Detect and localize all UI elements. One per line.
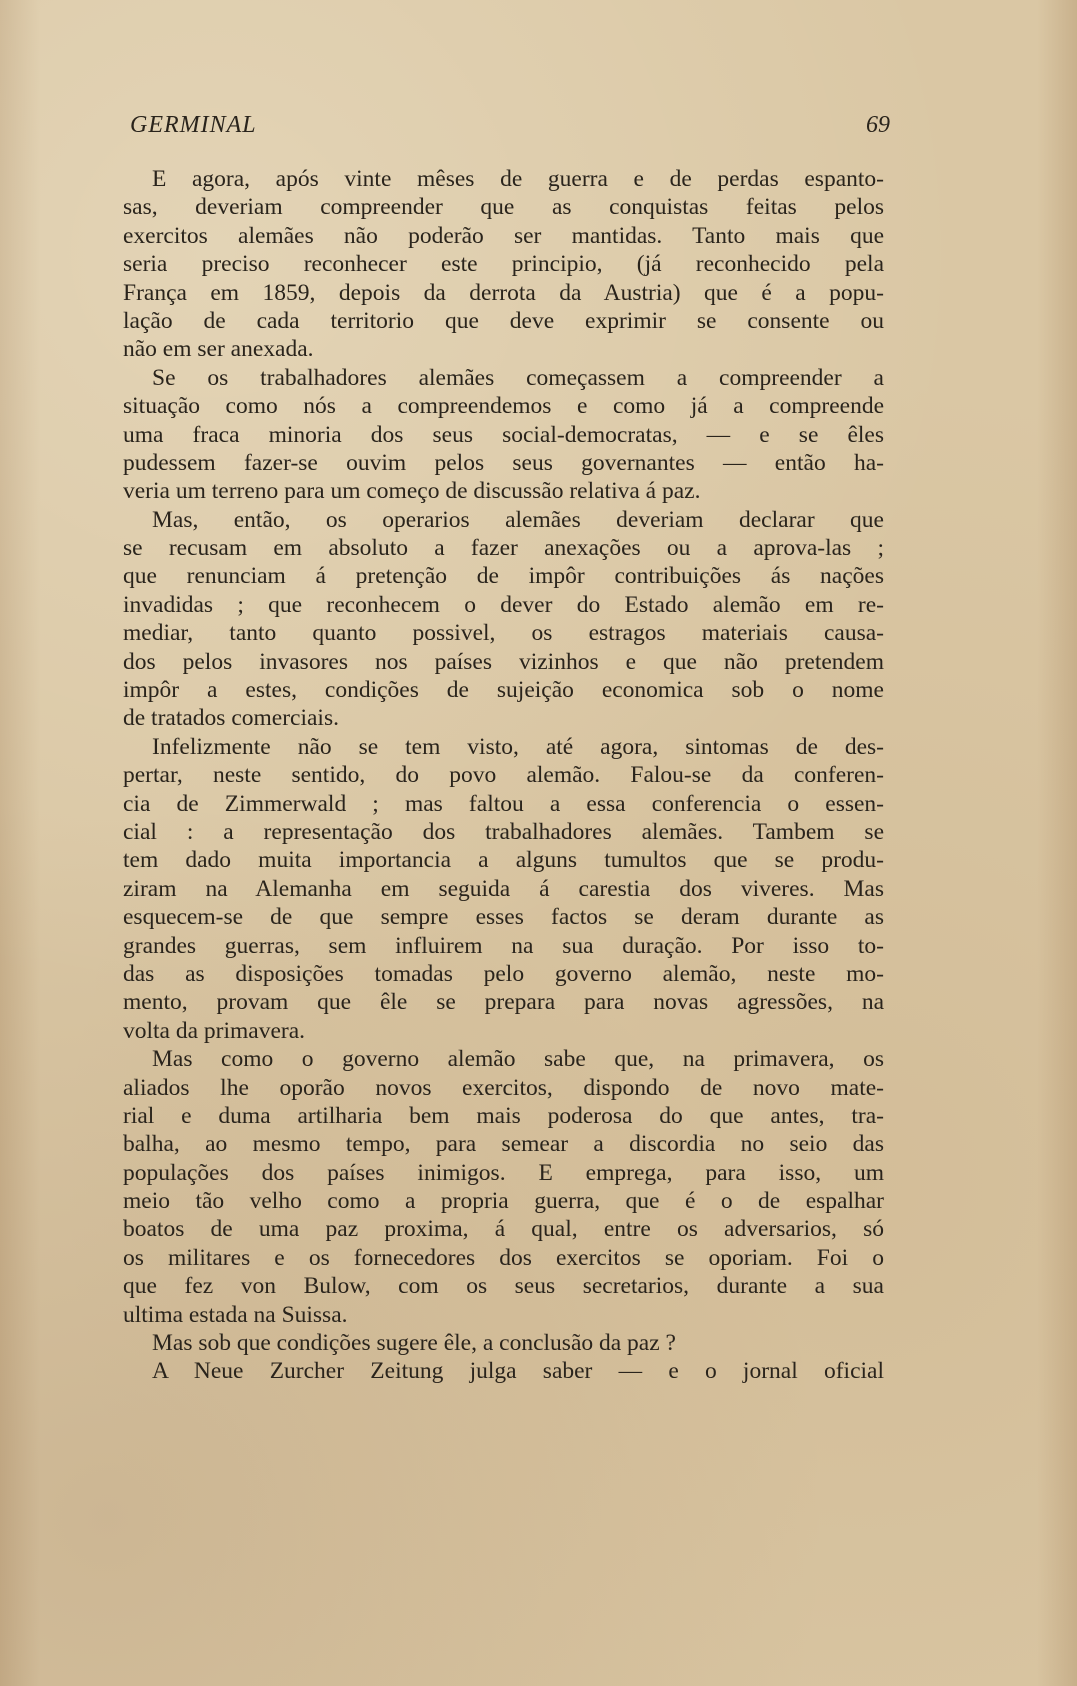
text-line: de tratados comerciais. [123, 705, 339, 732]
text-line: rial e duma artilharia bem mais poderosa do que antes, tra- [123, 1102, 884, 1129]
text-line: cia de Zimmerwald ; mas faltou a essa conferencia o essen- [123, 790, 884, 817]
text-line: Infelizmente não se tem visto, até agora, sintomas de des- [152, 733, 884, 760]
text-line: lação de cada territorio que deve exprimir se consente ou [123, 307, 884, 334]
text-line: ultima estada na Suissa. [123, 1301, 348, 1328]
text-line: Mas como o governo alemão sabe que, na primavera, os [152, 1046, 884, 1073]
text-line: situação como nós a compreendemos e como já a compreende [123, 393, 884, 420]
text-line: balha, ao mesmo tempo, para semear a discordia no seio das [123, 1131, 884, 1158]
text-line: se recusam em absoluto a fazer anexações ou a aprova-las ; [123, 535, 884, 562]
text-line: França em 1859, depois da derrota da Austria) que é a popu- [123, 279, 884, 306]
text-line: mento, provam que êle se prepara para novas agressões, na [123, 989, 884, 1016]
text-line: A Neue Zurcher Zeitung julga saber — e o jornal oficial [152, 1358, 884, 1385]
text-line: não em ser anexada. [123, 336, 314, 363]
text-line: E agora, após vinte mêses de guerra e de perdas espanto- [152, 166, 884, 192]
text-line: ziram na Alemanha em seguida á carestia dos viveres. Mas [123, 875, 884, 902]
text-line: pudessem fazer-se ouvim pelos seus governantes — então ha- [123, 449, 884, 476]
text-line: impôr a estes, condições de sujeição economica sob o nome [123, 677, 884, 704]
text-line: sas, deveriam compreender que as conquistas feitas pelos [123, 194, 884, 221]
text-line: uma fraca minoria dos seus social-democratas, — e se êles [123, 421, 884, 448]
text-line: invadidas ; que reconhecem o dever do Estado alemão em re- [123, 591, 884, 618]
text-line: seria preciso reconhecer este principio, (já reconhecido pela [123, 251, 884, 278]
text-line: das as disposições tomadas pelo governo alemão, neste mo- [123, 960, 884, 987]
text-line: meio tão velho como a propria guerra, que é o de espalhar [123, 1188, 884, 1215]
text-line: Mas sob que condições sugere êle, a conclusão da paz ? [152, 1330, 676, 1357]
text-line: populações dos países inimigos. E emprega, para isso, um [123, 1159, 884, 1186]
text-line: que fez von Bulow, com os seus secretarios, durante a sua [123, 1273, 884, 1300]
text-line: volta da primavera. [123, 1017, 306, 1044]
text-line: cial : a representação dos trabalhadores alemães. Tambem se [123, 818, 884, 845]
text-line: mediar, tanto quanto possivel, os estragos materiais causa- [123, 620, 884, 647]
page-header [130, 112, 890, 148]
text-line: grandes guerras, sem influirem na sua duração. Por isso to- [123, 932, 884, 959]
text-line: pertar, neste sentido, do povo alemão. Falou-se da conferen- [123, 762, 884, 789]
body-text [123, 165, 884, 1386]
text-line: veria um terreno para um começo de discussão relativa á paz. [123, 478, 701, 505]
text-line: Se os trabalhadores alemães começassem a compreender a [152, 364, 884, 391]
text-line: tem dado muita importancia a alguns tumultos que se produ- [123, 847, 884, 874]
text-line: dos pelos invasores nos países vizinhos e que não pretendem [123, 648, 884, 675]
text-line: aliados lhe oporão novos exercitos, dispondo de novo mate- [123, 1074, 884, 1101]
text-line: os militares e os fornecedores dos exercitos se oporiam. Foi o [123, 1244, 884, 1271]
text-line: Mas, então, os operarios alemães deveriam declarar que [152, 506, 884, 533]
text-line: exercitos alemães não poderão ser mantidas. Tanto mais que [123, 222, 884, 249]
page-number: 69 [866, 112, 890, 138]
running-title: GERMINAL [130, 112, 257, 138]
text-line: esquecem-se de que sempre esses factos se deram durante as [123, 904, 884, 931]
text-line: que renunciam á pretenção de impôr contribuições ás nações [123, 563, 884, 590]
text-line: boatos de uma paz proxima, á qual, entre os adversarios, só [123, 1216, 884, 1243]
